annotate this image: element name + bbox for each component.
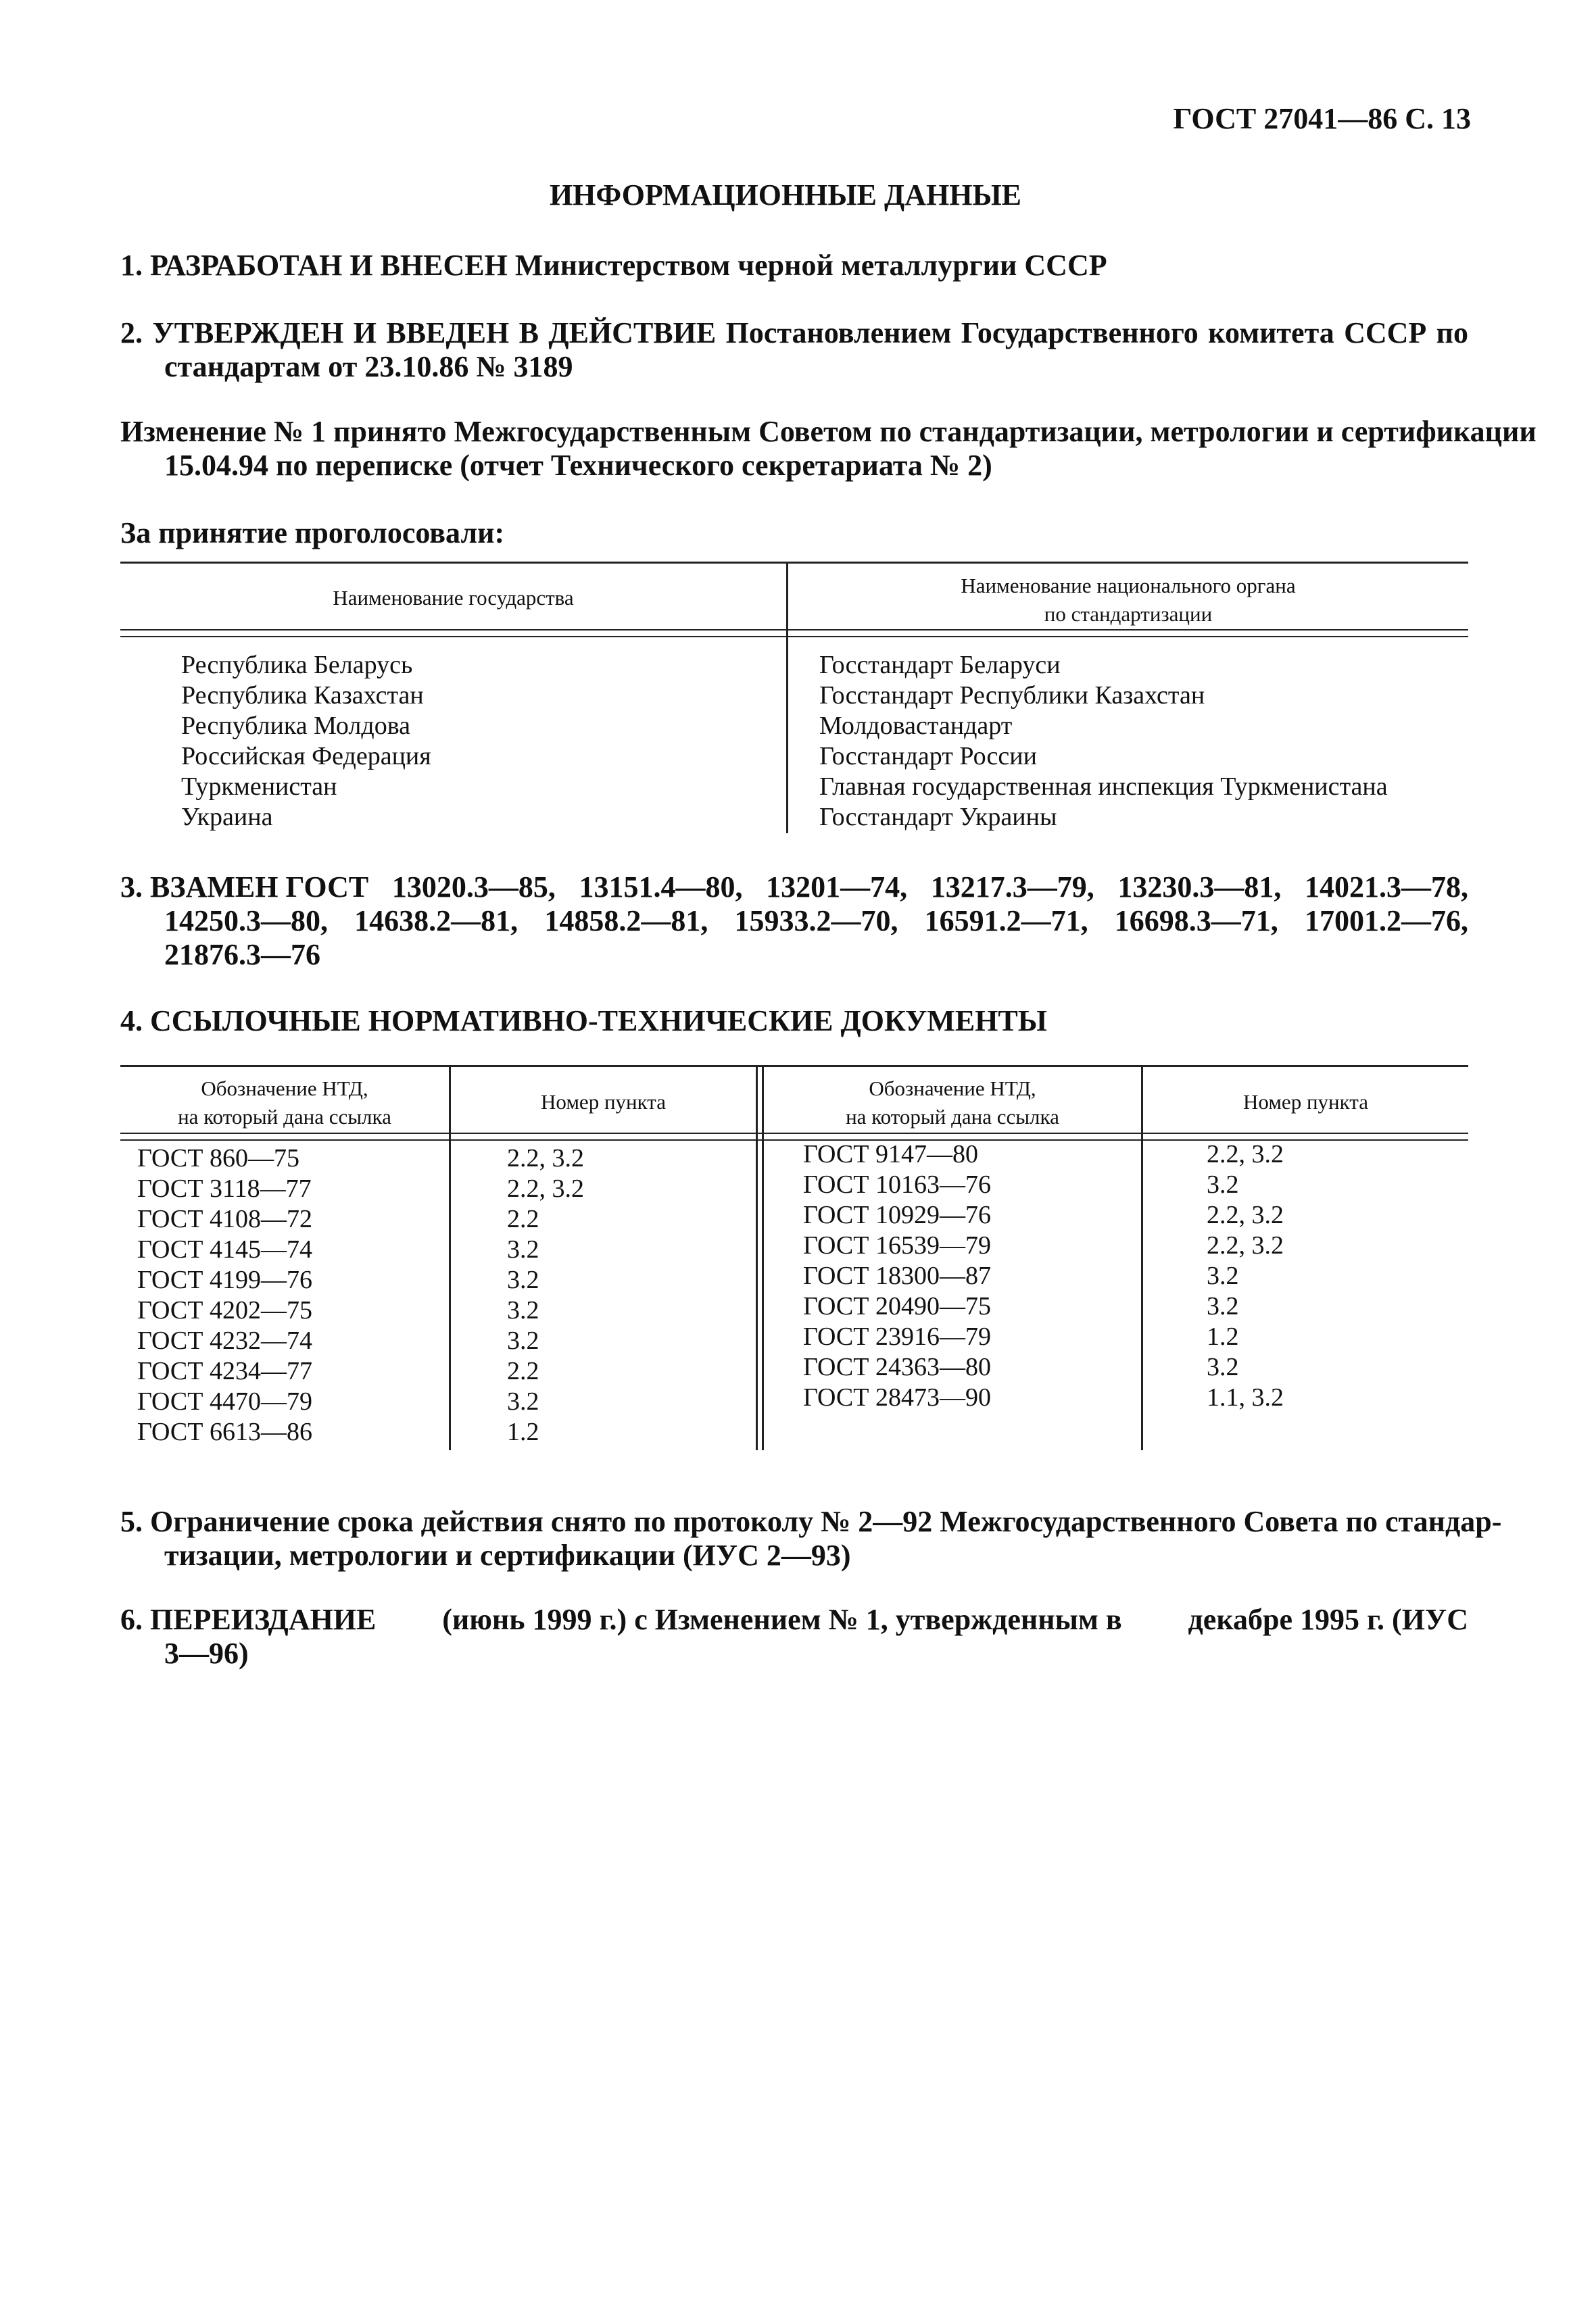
table-cell: ГОСТ 20490—75 (803, 1292, 991, 1320)
ref-table-divider-1 (449, 1065, 451, 1450)
item-2-lead: УТВЕРЖДЕН И ВВЕДЕН В ДЕЙСТВИЕ (152, 316, 717, 349)
replaced-standard: 14250.3—80, (164, 904, 328, 937)
item-3-line-3: 21876.3—76 (164, 938, 320, 971)
item-2-line-1 (120, 315, 1468, 351)
ref-left-doc-header-line-2: на который дана ссылка (178, 1105, 391, 1129)
item-5-text: Ограничение срока действия снято по протоколу № 2—92 Межгосударственного Совета по стандар- (150, 1505, 1502, 1538)
amendment-line-1: Изменение № 1 принято Межгосударственным Советом по стандартизации, метрологии и сертификации (120, 415, 1537, 448)
vote-organs-list (819, 650, 1388, 833)
item-4-number: 4. (120, 1004, 143, 1037)
table-cell: 3.2 (507, 1327, 539, 1355)
ref-left-item-header: Номер пункта (541, 1090, 666, 1114)
table-cell: ГОСТ 4108—72 (137, 1205, 312, 1233)
table-cell: ГОСТ 4234—77 (137, 1357, 312, 1385)
ref-right-docs-column (803, 1139, 991, 1413)
table-cell: 2.2, 3.2 (1207, 1140, 1284, 1168)
item-5-line-1 (120, 1504, 1502, 1540)
list-item: Госстандарт России (819, 742, 1037, 770)
item-6-lead: ПЕРЕИЗДАНИЕ (150, 1603, 377, 1636)
ref-right-doc-header-line-2: на который дана ссылка (846, 1105, 1059, 1129)
list-item: Республика Казахстан (181, 681, 424, 710)
item-6-number: 6. (120, 1603, 143, 1636)
table-cell: ГОСТ 4232—74 (137, 1327, 312, 1355)
replaced-standard: 17001.2—76, (1304, 904, 1468, 937)
replaced-standard: 16591.2—71, (924, 904, 1088, 937)
item-6-line-2: 3—96) (164, 1637, 249, 1670)
vote-states-list (181, 650, 431, 833)
list-item: Госстандарт Республики Казахстан (819, 681, 1205, 710)
ref-left-doc-header (120, 1074, 449, 1131)
list-item: Республика Молдова (181, 712, 411, 740)
table-cell: ГОСТ 4199—76 (137, 1266, 312, 1294)
ref-right-doc-header-line-1: Обозначение НТД, (869, 1077, 1036, 1100)
item-1-number: 1. (120, 249, 143, 282)
item-2-line-2: стандартам от 23.10.86 № 3189 (164, 350, 573, 383)
ref-table-divider-3 (1141, 1065, 1143, 1450)
table-cell: ГОСТ 4202—75 (137, 1296, 312, 1325)
table-cell: 3.2 (507, 1387, 539, 1416)
vote-col2-header-line-2: по стандартизации (1044, 602, 1213, 626)
table-cell: 2.2, 3.2 (507, 1144, 584, 1172)
list-item: Украина (181, 803, 273, 831)
vote-table-header-rule-2 (120, 636, 1468, 637)
table-cell: ГОСТ 23916—79 (803, 1322, 991, 1351)
replaced-standard: 13020.3—85, (391, 870, 556, 904)
replaced-standard: 13217.3—79, (930, 870, 1094, 904)
ref-left-doc-header-line-1: Обозначение НТД, (201, 1077, 368, 1100)
table-cell: 3.2 (1207, 1262, 1239, 1290)
item-3-lead: ВЗАМЕН ГОСТ (150, 870, 369, 904)
list-item: Туркменистан (181, 772, 337, 801)
list-item: Молдовастандарт (819, 712, 1013, 740)
table-cell: 2.2, 3.2 (1207, 1201, 1284, 1229)
vote-table-header-rule-1 (120, 629, 1468, 631)
table-cell: ГОСТ 18300—87 (803, 1262, 991, 1290)
table-cell: ГОСТ 860—75 (137, 1144, 299, 1172)
ref-table-divider-2a (756, 1065, 758, 1450)
table-cell: ГОСТ 9147—80 (803, 1140, 978, 1168)
replaced-standard: 14021.3—78, (1304, 870, 1468, 904)
table-cell: ГОСТ 4145—74 (137, 1235, 312, 1264)
ref-right-item-header: Номер пункта (1243, 1090, 1368, 1114)
item-5-number: 5. (120, 1505, 143, 1538)
replaced-standard: 14858.2—81, (544, 904, 708, 937)
item-6-line-1 (120, 1602, 1468, 1638)
ref-right-doc-header (764, 1074, 1141, 1131)
item-1-text: Министерством черной металлургии СССР (514, 249, 1107, 282)
replaced-standard: 13151.4—80, (579, 870, 743, 904)
item-3-number: 3. (120, 870, 143, 904)
table-cell: ГОСТ 10163—76 (803, 1170, 991, 1199)
replaced-standard: 15933.2—70, (734, 904, 898, 937)
table-cell: 2.2, 3.2 (507, 1175, 584, 1203)
item-3-line-2 (164, 903, 1468, 939)
item-4-title: ССЫЛОЧНЫЕ НОРМАТИВНО-ТЕХНИЧЕСКИЕ ДОКУМЕНТЫ (150, 1004, 1047, 1037)
list-item: Госстандарт Беларуси (819, 651, 1061, 679)
item-3-line-1 (120, 869, 1468, 906)
voted-label: За принятие проголосовали: (120, 516, 505, 549)
item-6-text: (июнь 1999 г.) с Изменением № 1, утвержденным в (442, 1603, 1122, 1636)
ref-table-header-rule-1 (120, 1133, 1468, 1134)
replaced-standard: 16698.3—71, (1114, 904, 1278, 937)
item-2-number: 2. (120, 316, 143, 349)
ref-left-docs-column (137, 1143, 312, 1448)
table-cell: 1.1, 3.2 (1207, 1383, 1284, 1412)
table-cell: 3.2 (507, 1235, 539, 1264)
replaced-standard: 13201—74, (766, 870, 908, 904)
amendment-line-2: 15.04.94 по переписке (отчет Технического секретариата № 2) (164, 449, 992, 482)
table-cell: 3.2 (1207, 1170, 1239, 1199)
table-cell: ГОСТ 16539—79 (803, 1231, 991, 1260)
vote-table-top-rule (120, 562, 1468, 564)
table-cell: ГОСТ 6613—86 (137, 1418, 312, 1446)
table-cell: ГОСТ 10929—76 (803, 1201, 991, 1229)
page-header: ГОСТ 27041—86 С. 13 (1173, 102, 1471, 135)
replaced-standard: 14638.2—81, (354, 904, 518, 937)
list-item: Республика Беларусь (181, 651, 413, 679)
vote-col1-header: Наименование государства (333, 586, 574, 610)
table-cell: 1.2 (1207, 1322, 1239, 1351)
item-4 (120, 1003, 1047, 1039)
table-cell: 2.2 (507, 1205, 539, 1233)
ref-right-items-column (1207, 1139, 1284, 1413)
vote-col2-header-line-1: Наименование национального органа (961, 574, 1296, 597)
table-cell: 3.2 (507, 1266, 539, 1294)
item-6-text-end: декабре 1995 г. (ИУС (1188, 1603, 1468, 1636)
vote-col2-header (788, 572, 1468, 628)
table-cell: ГОСТ 24363—80 (803, 1353, 991, 1381)
table-cell: 3.2 (507, 1296, 539, 1325)
table-cell: 2.2, 3.2 (1207, 1231, 1284, 1260)
list-item: Российская Федерация (181, 742, 431, 770)
table-cell: 1.2 (507, 1418, 539, 1446)
table-cell: 3.2 (1207, 1353, 1239, 1381)
ref-left-items-column (507, 1143, 584, 1448)
replaced-standard: 13230.3—81, (1117, 870, 1282, 904)
list-item: Госстандарт Украины (819, 803, 1057, 831)
item-1-lead: РАЗРАБОТАН И ВНЕСЕН (150, 249, 508, 282)
item-2-text: Постановлением Государственного комитета СССР по (725, 316, 1469, 349)
list-item: Главная государственная инспекция Туркменистана (819, 772, 1388, 801)
document-title: ИНФОРМАЦИОННЫЕ ДАННЫЕ (549, 178, 1022, 212)
ref-table-top-rule (120, 1065, 1468, 1067)
table-cell: 2.2 (507, 1357, 539, 1385)
item-5-line-2: тизации, метрологии и сертификации (ИУС 2—93) (164, 1539, 851, 1572)
table-cell: ГОСТ 28473—90 (803, 1383, 991, 1412)
table-cell: ГОСТ 4470—79 (137, 1387, 312, 1416)
table-cell: ГОСТ 3118—77 (137, 1175, 312, 1203)
item-1 (120, 247, 1107, 284)
table-cell: 3.2 (1207, 1292, 1239, 1320)
